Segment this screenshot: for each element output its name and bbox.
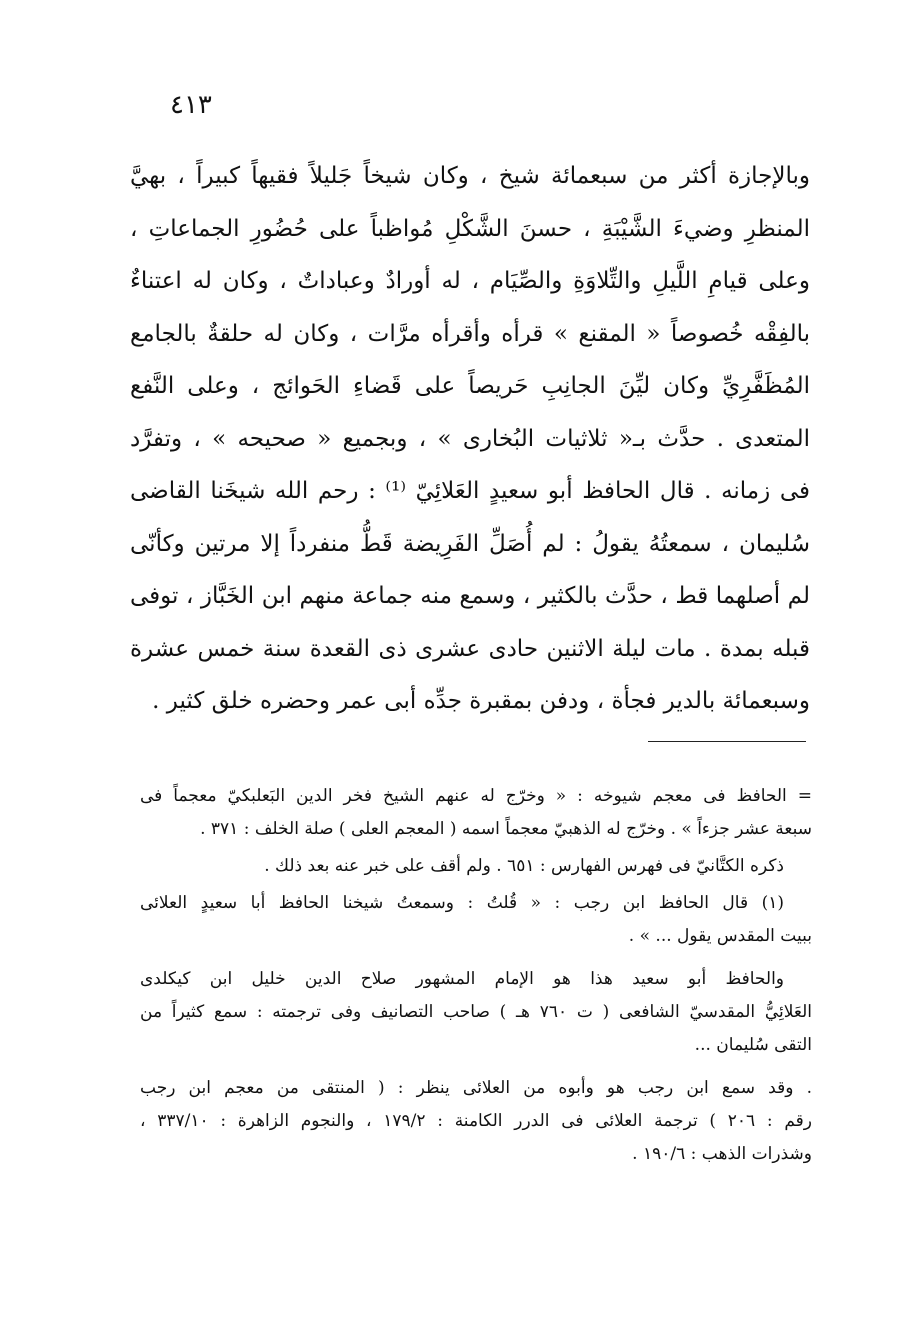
footnote-rajab [140,1072,812,1171]
main-text-line: المتعدى . حدَّث بـ« ثلاثيات البُخارى » ، وبجميع « صحيحه » ، وتفرَّد [130,425,810,452]
footnote-line: والحافظ أبو سعيد هذا هو الإمام المشهور صلاح الدين خليل ابن كيكلدى [140,969,784,989]
footnote-continuation [140,780,812,846]
footnote-line: ببيت المقدس يقول ... » . [628,926,812,946]
main-text-line: المُظَفَّرِيِّ وكان ليِّنَ الجانِبِ حَريصاً على قَضاءِ الحَوائج ، وعلى النَّفع [130,373,810,399]
main-text-line: بالفِقْه خُصوصاً « المقنع » قرأه وأقرأه مرَّات ، وكان له حلقةٌ بالجامع [130,320,810,347]
main-text-line: وسبعمائة بالدير فجأة ، ودفن بمقبرة جدِّه أبى عمر وحضره خلق كثير . [152,688,810,714]
footnote-line: العَلائِيُّ المقدسيّ الشافعى ( ت ٧٦٠ هـ ) صاحب التصانيف وفى ترجمته : سمع كثيراً من [140,1002,812,1022]
footnote-line: (١) قال الحافظ ابن رجب : « قُلتُ : وسمعتُ شيخنا الحافظ أبا سعيدٍ العلائى [140,893,784,913]
page-number: ٤١٣ [170,90,212,120]
footnote-line: وشذرات الذهب : ١٩٠/٦ . [632,1144,812,1164]
main-text-line: فى زمانه . قال الحافظ أبو سعيدٍ العَلائِيّ ⁽¹⁾ : رحم الله شيخَنا القاضى [130,478,810,504]
footnote-alai [140,963,812,1062]
footnote-line: رقم : ٢٠٦ ) ترجمة العلائى فى الدرر الكامنة : ١٧٩/٢ ، والنجوم الزاهرة : ٣٣٧/١٠ ، [140,1111,812,1131]
footnote-line: ذكره الكتَّانيّ فى فهرس الفهارس : ٦٥١ . ولم أقف على خبر عنه بعد ذلك . [264,856,784,876]
main-text-line: سُليمان ، سمعتُهُ يقولُ : لم أُصَلِّ الفَرِيضة قَطُّ منفرداً إلا مرتين وكأنّى [130,530,810,557]
footnote-separator [648,741,806,742]
main-text-line: وعلى قيامِ اللَّيلِ والتِّلاوَةِ والصِّيَام ، له أورادٌ وعباداتٌ ، وكان له اعتناءٌ [130,268,810,294]
footnote-line: . وقد سمع ابن رجب هو وأبوه من العلائى ينظر : ( المنتقى من معجم ابن رجب [140,1078,812,1098]
footnote-line: = الحافظ فى معجم شيوخه : « وخرّج له عنهم الشيخ فخر الدين البَعلبكيّ معجماً فى [140,786,812,806]
footnote-kattani [140,850,812,883]
main-text-line: وبالإجازة أكثر من سبعمائة شيخ ، وكان شيخاً جَليلاً فقيهاً كبيراً ، بهيَّ [130,163,810,189]
main-text-line: المنظرِ وضيءَ الشَّيْبَةِ ، حسنَ الشَّكْلِ مُواظباً على حُضُورِ الجماعاتِ ، [130,215,810,242]
footnote-line: التقى سُليمان ... [694,1035,812,1055]
main-text [130,150,810,728]
footnote-line: سبعة عشر جزءاً » . وخرّج له الذهبيّ معجماً اسمه ( المعجم العلى ) صلة الخلف : ٣٧١ . [200,819,812,839]
main-text-line: قبله بمدة . مات ليلة الاثنين حادى عشرى ذى القعدة سنة خمس عشرة [130,635,810,662]
footnote-1 [140,887,812,953]
footnotes [140,780,812,1171]
main-text-line: لم أصلهما قط ، حدَّث بالكثير ، وسمع منه جماعة منهم ابن الخَبَّاز ، توفى [130,583,810,609]
